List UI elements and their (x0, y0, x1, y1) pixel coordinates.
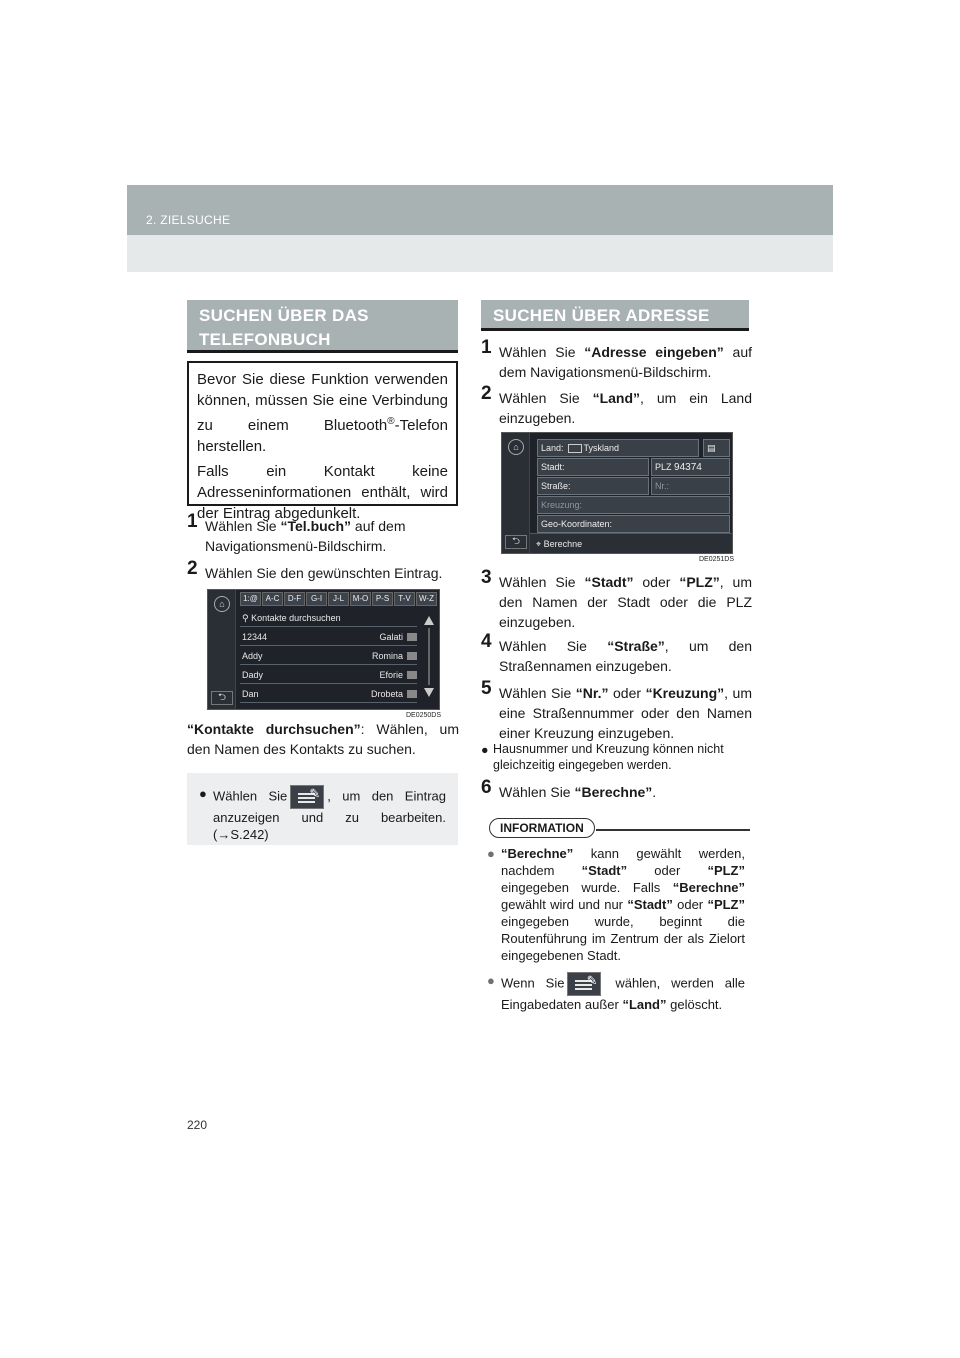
step-2-eintrag: 2 Wählen Sie den gewünschten Eintrag. (187, 558, 443, 581)
tab-d-f[interactable]: D-F (284, 592, 305, 606)
section-title-adresse: SUCHEN ÜBER ADRESSE (481, 300, 749, 328)
kreuzung-field[interactable]: Kreuzung: (537, 496, 730, 514)
tab-m-o[interactable]: M-O (350, 592, 371, 606)
house-number-note: ● Hausnummer und Kreuzung können nicht gleichzeitig eingegeben werden. (481, 742, 724, 772)
note-bluetooth: Bevor Sie diese Funktion verwenden können, müssen Sie eine Verbindung zu einem Bluetooth®-Telefon herstellen. (197, 371, 448, 455)
tab-g-i[interactable]: G-I (306, 592, 327, 606)
land-option-icon[interactable]: ▤ (703, 439, 730, 457)
tab-t-v[interactable]: T-V (394, 592, 415, 606)
geo-field[interactable]: Geo-Koordinaten: (537, 515, 730, 533)
step-5-nr-kreuzung: 5 Wählen Sie “Nr.” oder “Kreuzung”, um eine Straßennummer oder den Namen einer Kreuzung einzugeben. (481, 678, 752, 741)
header-subband (127, 235, 833, 272)
list-item[interactable]: Dan Drobeta (240, 686, 417, 703)
header-band (127, 185, 833, 235)
tab-j-l[interactable]: J-L (328, 592, 349, 606)
list-item[interactable]: 12344 Galati (240, 629, 417, 646)
stadt-field[interactable]: Stadt: (537, 458, 649, 476)
scrollbar[interactable] (428, 628, 430, 685)
scroll-up-icon[interactable] (424, 616, 434, 625)
berechne-button[interactable]: ⌖ Berechne (530, 533, 732, 553)
edit-entry-icon (290, 785, 324, 809)
information-body (487, 845, 745, 1021)
step-2-land: 2 Wählen Sie “Land”, um ein Land einzugeben. (481, 383, 752, 426)
edit-icon[interactable] (407, 652, 417, 660)
list-item[interactable]: Addy Romina (240, 648, 417, 665)
section-title-line2: TELEFONBUCH (199, 330, 331, 349)
screen-sidebar (208, 590, 236, 709)
tab-p-s[interactable]: P-S (372, 592, 393, 606)
clear-input-icon (567, 972, 601, 996)
plz-field[interactable]: PLZ 94374 (651, 458, 730, 476)
edit-icon[interactable] (407, 671, 417, 679)
search-icon: ⚲ (242, 613, 252, 623)
scroll-down-icon[interactable] (424, 688, 434, 697)
search-description: “Kontakte durchsuchen”: Wählen, um den Namen des Kontakts zu suchen. (187, 721, 459, 757)
back-icon[interactable]: ⮌ (505, 535, 527, 549)
step-4-strasse: 4 Wählen Sie “Straße”, um den Straßennamen einzugeben. (481, 631, 752, 674)
tab-1[interactable]: 1:@ (240, 592, 261, 606)
info-clear: ● Wenn Sie✎ wählen, werden alle Eingabedaten außer “Land” gelöscht. (487, 972, 745, 1013)
nr-field[interactable]: Nr.: (651, 477, 730, 495)
screen-sidebar (502, 433, 530, 553)
step-3-stadt-plz: 3 Wählen Sie “Stadt” oder “PLZ”, um den Namen der Stadt oder die PLZ einzugeben. (481, 567, 752, 630)
home-icon[interactable]: ⌂ (214, 596, 230, 612)
tab-a-c[interactable]: A-C (262, 592, 283, 606)
page-number: 220 (187, 1118, 208, 1132)
back-icon[interactable]: ⮌ (211, 691, 233, 705)
bullet-icon: ● (487, 973, 495, 988)
note-dimmed: Falls ein Kontakt keine Adresseninformationen enthält, wird der Eintrag abgedunkelt. (197, 463, 448, 522)
section-title-line1: SUCHEN ÜBER DAS (199, 306, 369, 325)
information-label: INFORMATION (489, 818, 595, 838)
prerequisite-note (187, 361, 458, 522)
chapter-title: 2. ZIELSUCHE (146, 213, 231, 227)
screen-code: DE0251DS (699, 556, 735, 563)
bullet-icon: ● (487, 846, 495, 861)
edit-icon[interactable] (407, 633, 417, 641)
strasse-field[interactable]: Straße: (537, 477, 649, 495)
search-contacts-button[interactable]: ⚲ Kontakte durchsuchen (240, 610, 417, 627)
step-1-adresse: 1 Wählen Sie “Adresse eingeben” auf dem Navigationsmenü-Bildschirm. (481, 337, 753, 380)
bullet-icon: ● (481, 743, 489, 757)
alphabet-tabs (240, 592, 437, 606)
screen-code: DE0250DS (406, 712, 442, 719)
land-field[interactable]: Land: Tyskland (537, 439, 699, 457)
tab-w-z[interactable]: W-Z (416, 592, 437, 606)
list-item[interactable]: Dady Eforie (240, 667, 417, 684)
info-berechne: ● “Berechne” kann gewählt werden, nachdem “Stadt” oder “PLZ” eingegeben wurde. Falls “Berechne” gewählt wird und nur “Stadt” oder “PLZ” eingegeben wurde, beginnt die Routenführung im Zentrum der als Zielort eingegebenen Stadt. (487, 846, 745, 963)
information-divider (596, 829, 750, 831)
phonebook-screen (207, 589, 440, 710)
edit-hint: ● Wählen Sie✎ , um den Eintrag anzuzeigen und zu bearbeiten. (→S.242) (199, 785, 446, 843)
bullet-icon: ● (199, 786, 207, 801)
section-title-telefonbuch (187, 300, 458, 350)
flag-icon (568, 444, 582, 453)
route-icon: ⌖ (536, 539, 544, 549)
step-1-telbuch: 1 Wählen Sie “Tel.buch” auf dem Navigationsmenü-Bildschirm. (187, 511, 406, 554)
step-6-berechne: 6 Wählen Sie “Berechne”. (481, 777, 657, 800)
home-icon[interactable]: ⌂ (508, 439, 524, 455)
edit-hint-box (187, 773, 458, 845)
keyword-telbuch: “Tel.buch” (280, 518, 352, 534)
address-screen (501, 432, 733, 554)
edit-icon[interactable] (407, 690, 417, 698)
